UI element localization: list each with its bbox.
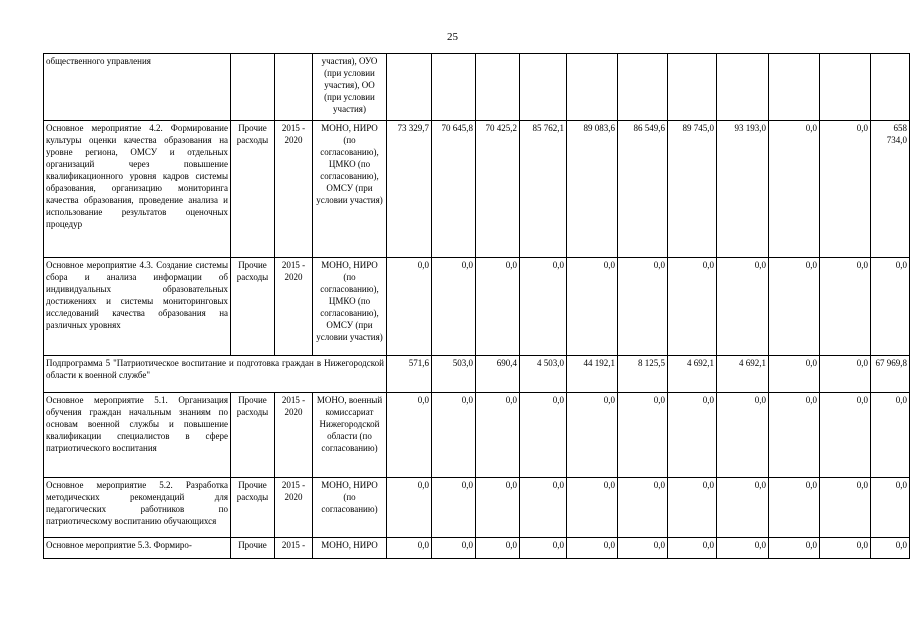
value-cell: 4 692,1 [717, 356, 769, 393]
value-cell: 0,0 [871, 393, 910, 478]
value-cell [476, 54, 520, 121]
value-cell: 85 762,1 [520, 121, 567, 258]
value-cell: 0,0 [476, 478, 520, 538]
expense-type [231, 54, 275, 121]
value-cell: 0,0 [567, 393, 618, 478]
responsible: МОНО, НИРО (по согласованию), ЦМКО (по согласованию), ОМСУ (при условии участия) [313, 258, 387, 356]
table-row [44, 121, 910, 258]
activity-name: Основное мероприятие 4.2. Формирование культуры оценки качества образования на уровне региона, ОМСУ и отдельных организаций через повышение квалификационного уровня кадров системы образования, организацию мониторинга качества образования, проведение анализа и использование результатов оценочных процедур [44, 121, 231, 258]
subprogram-row [44, 356, 910, 393]
value-cell: 571,6 [387, 356, 432, 393]
expense-type: Прочие расходы [231, 258, 275, 356]
activity-name: Основное мероприятие 5.1. Организация обучения граждан начальным знаниям по основам военной службы и повышение квалификации специалистов в сфере патриотического воспитания [44, 393, 231, 478]
value-cell: 0,0 [769, 538, 820, 559]
value-cell: 0,0 [820, 258, 871, 356]
value-cell: 93 193,0 [717, 121, 769, 258]
value-cell: 89 083,6 [567, 121, 618, 258]
value-cell: 0,0 [668, 478, 717, 538]
activity-name: Основное мероприятие 5.3. Формиро- [44, 538, 231, 559]
responsible: МОНО, НИРО [313, 538, 387, 559]
value-cell: 0,0 [387, 538, 432, 559]
value-cell [668, 54, 717, 121]
value-cell: 0,0 [432, 393, 476, 478]
expense-type: Прочие расходы [231, 478, 275, 538]
value-cell [618, 54, 668, 121]
value-cell: 0,0 [476, 538, 520, 559]
value-cell: 8 125,5 [618, 356, 668, 393]
value-cell [717, 54, 769, 121]
period: 2015 - 2020 [275, 393, 313, 478]
value-cell: 0,0 [432, 258, 476, 356]
value-cell: 0,0 [520, 478, 567, 538]
value-cell: 0,0 [432, 478, 476, 538]
value-cell: 0,0 [520, 258, 567, 356]
table-row [44, 538, 910, 559]
value-cell: 70 425,2 [476, 121, 520, 258]
value-cell [769, 54, 820, 121]
value-cell: 0,0 [618, 478, 668, 538]
value-cell: 0,0 [520, 393, 567, 478]
expense-type: Прочие расходы [231, 121, 275, 258]
value-cell [871, 54, 910, 121]
activity-name: Основное мероприятие 4.3. Создание системы сбора и анализа информации об индивидуальных образовательных достижениях и системы мониторинговых исследований качества образования на различных уровнях [44, 258, 231, 356]
activity-name: общественного управления [44, 54, 231, 121]
budget-table [43, 53, 910, 559]
value-cell: 0,0 [820, 356, 871, 393]
value-cell: 0,0 [618, 258, 668, 356]
value-cell [387, 54, 432, 121]
value-cell: 0,0 [717, 538, 769, 559]
page-number: 25 [447, 31, 458, 43]
value-cell: 86 549,6 [618, 121, 668, 258]
value-cell: 0,0 [668, 538, 717, 559]
value-cell: 4 692,1 [668, 356, 717, 393]
value-cell [432, 54, 476, 121]
value-cell: 0,0 [668, 258, 717, 356]
value-cell: 0,0 [769, 478, 820, 538]
value-cell: 0,0 [871, 478, 910, 538]
expense-type: Прочие расходы [231, 393, 275, 478]
value-cell: 0,0 [387, 393, 432, 478]
value-cell: 0,0 [387, 478, 432, 538]
value-cell: 690,4 [476, 356, 520, 393]
value-cell: 0,0 [717, 478, 769, 538]
expense-type: Прочие [231, 538, 275, 559]
value-cell: 658 734,0 [871, 121, 910, 258]
value-cell: 0,0 [476, 393, 520, 478]
value-cell [820, 54, 871, 121]
value-cell: 0,0 [871, 258, 910, 356]
value-cell: 0,0 [567, 538, 618, 559]
responsible: участия), ОУО (при условии участия), ОО (при условии участия) [313, 54, 387, 121]
period: 2015 - [275, 538, 313, 559]
value-cell: 0,0 [717, 393, 769, 478]
period: 2015 - 2020 [275, 478, 313, 538]
table-row [44, 393, 910, 478]
value-cell: 0,0 [668, 393, 717, 478]
value-cell: 0,0 [618, 393, 668, 478]
activity-name: Основное мероприятие 5.2. Разработка методических рекомендаций для педагогических работников по патриотическому воспитанию обучающихся [44, 478, 231, 538]
value-cell: 0,0 [567, 258, 618, 356]
value-cell: 0,0 [476, 258, 520, 356]
period: 2015 - 2020 [275, 258, 313, 356]
value-cell: 0,0 [769, 393, 820, 478]
value-cell: 0,0 [820, 393, 871, 478]
value-cell: 0,0 [717, 258, 769, 356]
value-cell [567, 54, 618, 121]
value-cell: 0,0 [567, 478, 618, 538]
value-cell: 89 745,0 [668, 121, 717, 258]
value-cell [520, 54, 567, 121]
value-cell: 67 969,8 [871, 356, 910, 393]
value-cell: 0,0 [432, 538, 476, 559]
value-cell: 0,0 [820, 121, 871, 258]
period: 2015 - 2020 [275, 121, 313, 258]
value-cell: 503,0 [432, 356, 476, 393]
value-cell: 0,0 [618, 538, 668, 559]
value-cell: 0,0 [820, 538, 871, 559]
value-cell: 4 503,0 [520, 356, 567, 393]
value-cell: 0,0 [387, 258, 432, 356]
period [275, 54, 313, 121]
value-cell: 70 645,8 [432, 121, 476, 258]
responsible: МОНО, НИРО (по согласованию), ЦМКО (по согласованию), ОМСУ (при условии участия) [313, 121, 387, 258]
responsible: МОНО, военный комиссариат Нижегородской области (по согласованию) [313, 393, 387, 478]
table-row [44, 258, 910, 356]
value-cell: 0,0 [769, 356, 820, 393]
value-cell: 0,0 [820, 478, 871, 538]
value-cell: 0,0 [769, 121, 820, 258]
value-cell: 44 192,1 [567, 356, 618, 393]
table-row [44, 54, 910, 121]
subprogram-name: Подпрограмма 5 "Патриотическое воспитание и подготовка граждан в Нижегородской области к военной службе" [44, 356, 387, 393]
value-cell: 73 329,7 [387, 121, 432, 258]
responsible: МОНО, НИРО (по согласованию) [313, 478, 387, 538]
value-cell: 0,0 [769, 258, 820, 356]
table-row [44, 478, 910, 538]
value-cell: 0,0 [520, 538, 567, 559]
value-cell: 0,0 [871, 538, 910, 559]
